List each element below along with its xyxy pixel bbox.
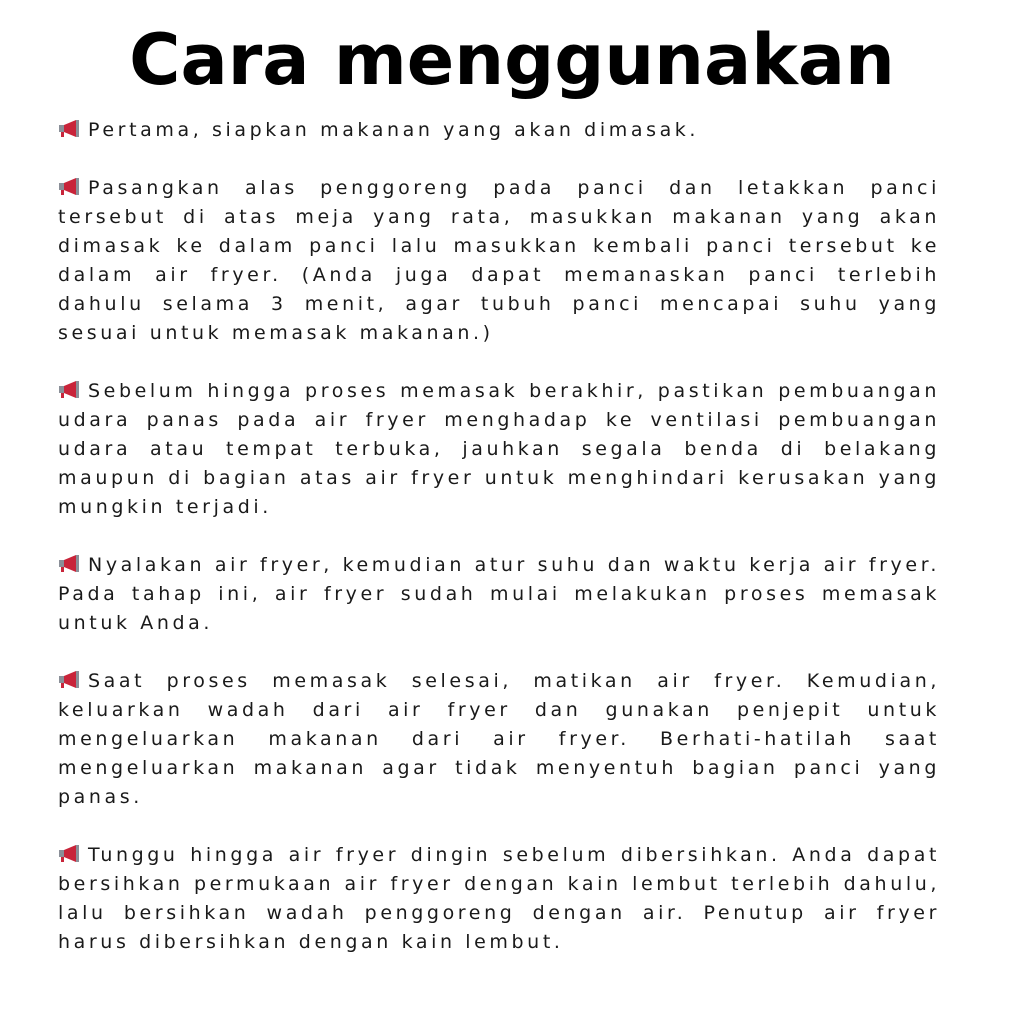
step-text: Sebelum hingga proses memasak berakhir, pastikan pembuangan udara panas pada air fryer menghadap ke ventilasi pembuangan udara atau tempat terbuka, jauhkan segala benda di belakang maupun di bagian atas air fryer untuk menghindari kerusakan yang mungkin terjadi. (58, 380, 940, 518)
steps-list (58, 116, 940, 986)
step-item (58, 841, 940, 957)
step-text: Pertama, siapkan makanan yang akan dimasak. (88, 119, 700, 141)
megaphone-icon (58, 671, 80, 689)
step-item (58, 667, 940, 812)
step-item (58, 551, 940, 638)
megaphone-icon (58, 178, 80, 196)
megaphone-icon (58, 120, 80, 138)
megaphone-icon (58, 381, 80, 399)
megaphone-icon (58, 845, 80, 863)
step-item (58, 377, 940, 522)
page-title: Cara menggunakan (129, 19, 895, 101)
step-item (58, 174, 940, 348)
step-text: Nyalakan air fryer, kemudian atur suhu dan waktu kerja air fryer. Pada tahap ini, air fryer sudah mulai melakukan proses memasak untuk Anda. (58, 554, 940, 634)
step-text: Tunggu hingga air fryer dingin sebelum dibersihkan. Anda dapat bersihkan permukaan air fryer dengan kain lembut terlebih dahulu, lalu bersihkan wadah penggoreng dengan air. Penutup air fryer harus dibersihkan dengan kain lembut. (58, 844, 940, 953)
megaphone-icon (58, 555, 80, 573)
step-text: Pasangkan alas penggoreng pada panci dan letakkan panci tersebut di atas meja yang rata, masukkan makanan yang akan dimasak ke dalam panci lalu masukkan kembali panci tersebut ke dalam air fryer. (Anda juga dapat memanaskan panci terlebih dahulu selama 3 menit, agar tubuh panci mencapai suhu yang sesuai untuk memasak makanan.) (58, 177, 940, 344)
step-text: Saat proses memasak selesai, matikan air fryer. Kemudian, keluarkan wadah dari air fryer dan gunakan penjepit untuk mengeluarkan makanan dari air fryer. Berhati-hatilah saat mengeluarkan makanan agar tidak menyentuh bagian panci yang panas. (58, 670, 940, 808)
step-item (58, 116, 940, 145)
